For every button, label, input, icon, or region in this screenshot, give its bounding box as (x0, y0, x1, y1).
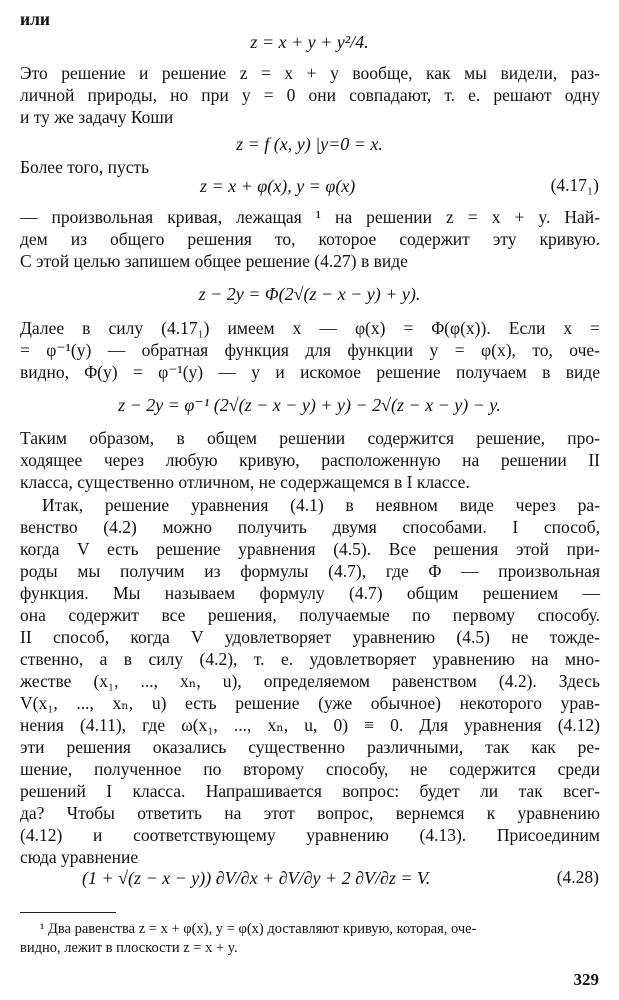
text-line: функция. Мы называем формулу (4.7) общим решением — (20, 583, 600, 603)
equation: z = x + φ(x), y = φ(x) (200, 176, 356, 196)
text-line: нения (4.11), где ω(x₁, ..., xₙ, u, 0) ≡ 0. Для уравнения (4.12) (20, 715, 600, 735)
text-line: шение, полученное по второму способу, не содержится среди (20, 759, 600, 779)
text-line: личной природы, но при y = 0 они совпадают, т. е. решают одну (20, 85, 600, 105)
footnote-line: видно, лежит в плоскости z = x + y. (20, 940, 238, 956)
text-line: (4.12) и соответствующему уравнению (4.13). Присоединим (20, 825, 600, 845)
text-line: или (20, 9, 50, 29)
text-line: она содержит все решения, получаемые по первому способу. (20, 605, 600, 625)
equation-number: (4.28) (556, 867, 599, 887)
text-line: венство (4.2) можно получить двумя способами. I способ, (20, 517, 600, 537)
text-line: и ту же задачу Коши (20, 107, 174, 127)
page-number: 329 (573, 970, 599, 989)
text-line: = φ⁻¹(y) — обратная функция для функции y = φ(x), то, оче- (20, 340, 600, 360)
equation: z − 2y = Φ(2√(z − x − y) + y). (198, 284, 421, 304)
text-line: да? Чтобы ответить на этот вопрос, вернемся к уравнению (20, 803, 600, 823)
text-line: Более того, пусть (20, 157, 150, 177)
text-line: решений I класса. Напрашивается вопрос: будет ли так всег- (20, 781, 600, 801)
text-line: видно, Φ(y) = φ⁻¹(y) — y и искомое решение получаем в виде (20, 362, 600, 382)
text-line: жестве (x₁, ..., xₙ, u), определяемом равенством (4.2). Здесь (20, 671, 600, 691)
text-line: V(x₁, ..., xₙ, u) есть решение (уже обычное) некоторого урав- (20, 693, 600, 713)
text-line: эти решения оказались существенно различными, так как ре- (20, 737, 600, 757)
equation: z − 2y = φ⁻¹ (2√(z − x − y) + y) − 2√(z − x − y) − y. (118, 395, 501, 415)
equation-number: (4.17₁) (550, 175, 599, 195)
text-line: Это решение и решение z = x + y вообще, как мы видели, раз- (20, 63, 600, 83)
text-line: роды мы получим из формулы (4.7), где Φ — произвольная (20, 561, 600, 581)
text-line: сюда уравнение (20, 847, 139, 867)
text-line: — произвольная кривая, лежащая ¹ на решении z = x + y. Най- (20, 207, 600, 227)
equation: (1 + √(z − x − y)) ∂V/∂x + ∂V/∂y + 2 ∂V/∂z = V. (82, 868, 431, 888)
equation: z = x + y + y²/4. (250, 32, 369, 52)
text-line: II способ, когда V удовлетворяет уравнению (4.5) не тожде- (20, 627, 600, 647)
text-line: Итак, решение уравнения (4.1) в неявном виде через ра- (42, 495, 600, 515)
footnote-rule (20, 912, 116, 913)
text-line: ходящее через любую кривую, расположенную на решении II (20, 450, 600, 470)
text-line: С этой целью запишем общее решение (4.27) в виде (20, 251, 408, 271)
text-line: Далее в силу (4.17₁) имеем x — φ(x) = Φ(φ(x)). Если x = (20, 318, 600, 338)
text-line: Таким образом, в общем решении содержится решение, про- (20, 428, 600, 448)
footnote-line: ¹ Два равенства z = x + φ(x), y = φ(x) доставляют кривую, которая, оче- (40, 921, 477, 937)
text-line: когда V есть решение уравнения (4.5). Все решения этой при- (20, 539, 600, 559)
text-line: дем из общего решения то, которое содержит эту кривую. (20, 229, 600, 249)
text-line: ственно, а в силу (4.2), т. е. удовлетворяет уравнению на мно- (20, 649, 600, 669)
equation: z = f (x, y) |y=0 = x. (236, 134, 383, 154)
text-line: класса, существенно отличном, не содержащемся в I классе. (20, 472, 470, 492)
